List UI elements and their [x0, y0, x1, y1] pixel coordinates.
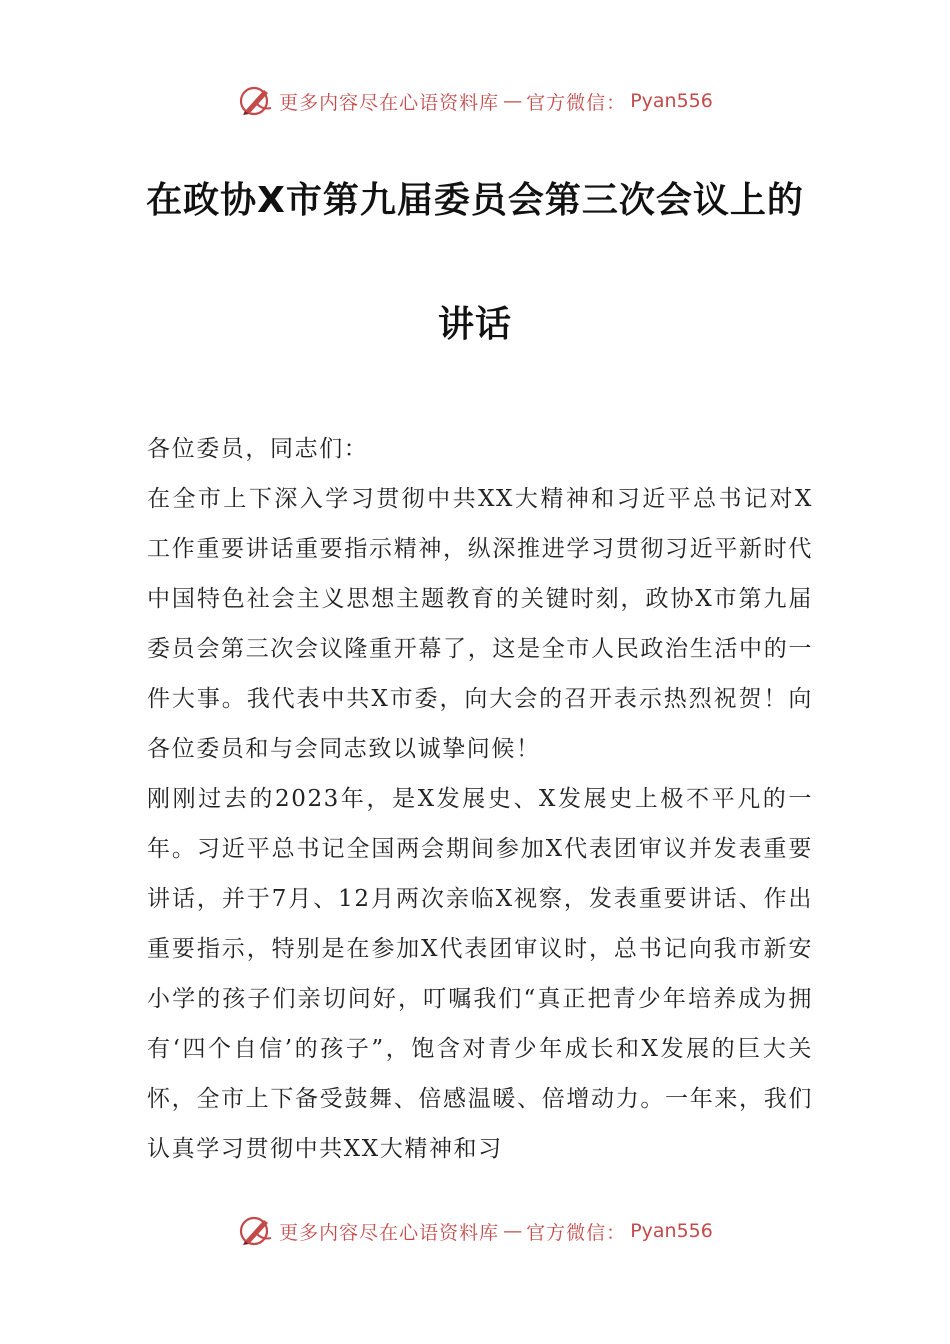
document-title-line2: 讲话	[437, 304, 512, 345]
watermark-text: 更多内容尽在心语资料库	[279, 91, 500, 114]
watermark-handle: Pyan556	[630, 1220, 713, 1242]
watermark-contact: 官方微信：	[526, 1221, 627, 1244]
paragraph: 在全市上下深入学习贯彻中共XX大精神和习近平总书记对X工作重要讲话重要指示精神，纵深推进学习贯彻习近平新时代中国特色社会主义思想主题教育的关键时刻，政协X市第九届委员会第三次会议隆重开幕了，这是全市人民政治生活中的一件大事。我代表中共X市委，向大会的召开表示热烈祝贺！向各位委员和与会同志致以诚挚问候！	[147, 486, 813, 762]
watermark-text: 更多内容尽在心语资料库	[279, 1221, 500, 1244]
paragraph: 刚刚过去的2023年，是X发展史、X发展史上极不平凡的一年。习近平总书记全国两会期间参加X代表团审议并发表重要讲话，并于7月、12月两次亲临X视察，发表重要讲话、作出重要指示，特别是在参加X代表团审议时，总书记向我市新安小学的孩子们亲切问好，叮嘱我们“真正把青少年培养成为拥有‘四个自信’的孩子”，饱含对青少年成长和X发展的巨大关怀，全市上下备受鼓舞、倍感温暖、倍增动力。一年来，我们认真学习贯彻中共XX大精神和习	[147, 786, 813, 1162]
watermark-separator: —	[503, 90, 523, 112]
watermark-handle: Pyan556	[630, 90, 713, 112]
document-body	[147, 424, 813, 1174]
pen-icon	[237, 84, 275, 118]
pen-icon	[237, 1214, 275, 1248]
watermark-contact: 官方微信：	[526, 91, 627, 114]
salutation: 各位委员，同志们：	[147, 436, 369, 462]
footer-watermark	[0, 1214, 950, 1248]
header-watermark	[0, 84, 950, 118]
watermark-separator: —	[503, 1220, 523, 1242]
document-title-line1: 在政协X市第九届委员会第三次会议上的	[146, 180, 804, 221]
